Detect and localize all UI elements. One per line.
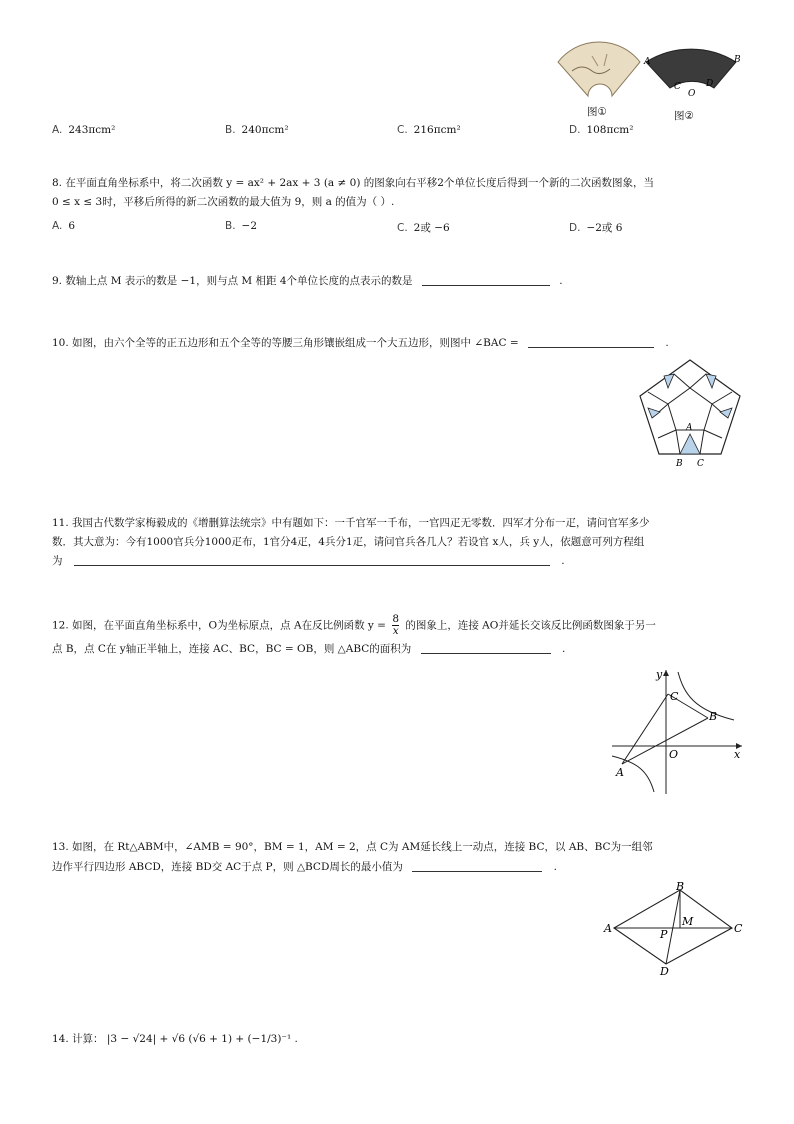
q12-line1a: 12. 如图，在平面直角坐标系中，O为坐标原点，点 A在反比例函数 y = xyxy=(52,619,386,632)
q13-label-C: C xyxy=(734,922,743,935)
q12-label-x: x xyxy=(734,748,741,761)
fan-label-D: D xyxy=(706,79,714,89)
q11-answer-blank[interactable] xyxy=(74,553,550,566)
q9-text: 9. 数轴上点 M 表示的数是 −1，则与点 M 相距 4个单位长度的点表示的数是 xyxy=(52,275,413,287)
q10-pentagon-figure xyxy=(636,356,744,470)
q14-prefix: 14. 计算： xyxy=(52,1033,104,1045)
q9-end: . xyxy=(559,275,563,287)
q13-end: . xyxy=(553,861,557,873)
q14 xyxy=(52,1030,742,1049)
q7-option-c[interactable]: C. 216πcm² xyxy=(397,124,461,136)
q8-option-c[interactable]: C. 2或 −6 xyxy=(397,222,450,234)
q12-label-y: y xyxy=(656,668,663,681)
q11-end: . xyxy=(561,555,565,567)
fan-drawings xyxy=(552,36,752,126)
q10-answer-blank[interactable] xyxy=(528,335,654,348)
q13-answer-blank[interactable] xyxy=(412,859,542,872)
q12-end: . xyxy=(561,643,566,655)
fan-figures xyxy=(552,36,752,126)
fig-caption-1: 图① xyxy=(587,106,607,118)
q13-line2 xyxy=(52,858,742,877)
fan-label-A: A xyxy=(644,57,651,67)
q12-frac-num: 8 xyxy=(392,613,399,625)
q11-line3 xyxy=(52,552,742,571)
q12-answer-blank[interactable] xyxy=(421,641,551,654)
q8-option-a[interactable]: A. 6 xyxy=(52,220,76,232)
q13-label-M: M xyxy=(682,915,694,928)
fan-label-B: B xyxy=(734,55,741,65)
q10-label-C: C xyxy=(697,459,704,469)
q12-line1b: 的图象上，连接 AO并延长交该反比例函数图象于另一 xyxy=(405,619,656,632)
q12-line2 xyxy=(52,640,742,659)
q11-line1: 11. 我国古代数学家梅毅成的《增删算法统宗》中有题如下：一千官军一千布，一官四疋无零数．四军才分布一疋，请问官军多少 xyxy=(52,517,650,529)
q10 xyxy=(52,334,742,353)
q13-label-B: B xyxy=(676,880,685,893)
q12-label-O: O xyxy=(669,748,679,761)
q13-line1: 13. 如图，在 Rt△ABM中，∠AMB = 90°，BM = 1，AM = 2，点 C为 AM延长线上一动点，连接 BC，以 AB、BC为一组邻 xyxy=(52,841,653,853)
q9 xyxy=(52,272,742,291)
q7-option-a[interactable]: A. 243πcm² xyxy=(52,124,116,136)
q10-label-A: A xyxy=(686,423,693,433)
q8-option-d[interactable]: D. −2或 6 xyxy=(569,222,623,234)
q10-end: . xyxy=(665,337,669,349)
q13-label-D: D xyxy=(660,965,669,978)
q8-option-b[interactable]: B. −2 xyxy=(225,220,258,232)
q12-label-C: C xyxy=(670,690,679,703)
q7-option-b[interactable]: B. 240πcm² xyxy=(225,124,289,136)
q11-line2: 数．其大意为：今有1000官兵分1000疋布，1官分4疋，4兵分1疋，请问官兵各几人？若设官 x人，兵 y人，依题意可列方程组 xyxy=(52,536,645,548)
q13-line2-text: 边作平行四边形 ABCD，连接 BD交 AC于点 P，则 △BCD周长的最小值为 xyxy=(52,861,403,873)
fan-label-O: O xyxy=(688,89,696,99)
fig-caption-2: 图② xyxy=(674,110,694,122)
q12-line2-text: 点 B，点 C在 y轴正半轴上，连接 AC、BC，BC = OB，则 △ABC的面积为 xyxy=(52,643,412,655)
q12-coordinate-figure xyxy=(608,664,748,796)
q12-frac-den: x xyxy=(392,625,399,637)
q9-answer-blank[interactable] xyxy=(422,273,550,286)
q11-line3-text: 为 xyxy=(52,555,63,567)
q14-expression: |3 − √24| + √6 (√6 + 1) + (−1/3)⁻¹ . xyxy=(106,1033,298,1045)
q12-fraction xyxy=(392,614,399,637)
q13-parallelogram-figure xyxy=(600,878,748,978)
q7-option-d[interactable]: D. 108πcm² xyxy=(569,124,634,136)
q13-label-A: A xyxy=(604,922,612,935)
q12-label-B: B xyxy=(709,710,718,723)
q12-line1 xyxy=(52,614,742,637)
q8-line2: 0 ≤ x ≤ 3时，平移后所得的新二次函数的最大值为 9，则 a 的值为（ ）. xyxy=(52,196,395,208)
fan-label-C: C xyxy=(674,82,681,92)
q13-label-P: P xyxy=(660,928,668,941)
q12-label-A: A xyxy=(616,766,624,779)
q10-text: 10. 如图，由六个全等的正五边形和五个全等的等腰三角形镶嵌组成一个大五边形，则图中 ∠BAC = xyxy=(52,337,519,349)
q8-line1: 8. 在平面直角坐标系中，将二次函数 y = ax² + 2ax + 3 (a ≠ 0) 的图象向右平移2个单位长度后得到一个新的二次函数图象，当 xyxy=(52,177,654,189)
q10-label-B: B xyxy=(676,459,683,469)
